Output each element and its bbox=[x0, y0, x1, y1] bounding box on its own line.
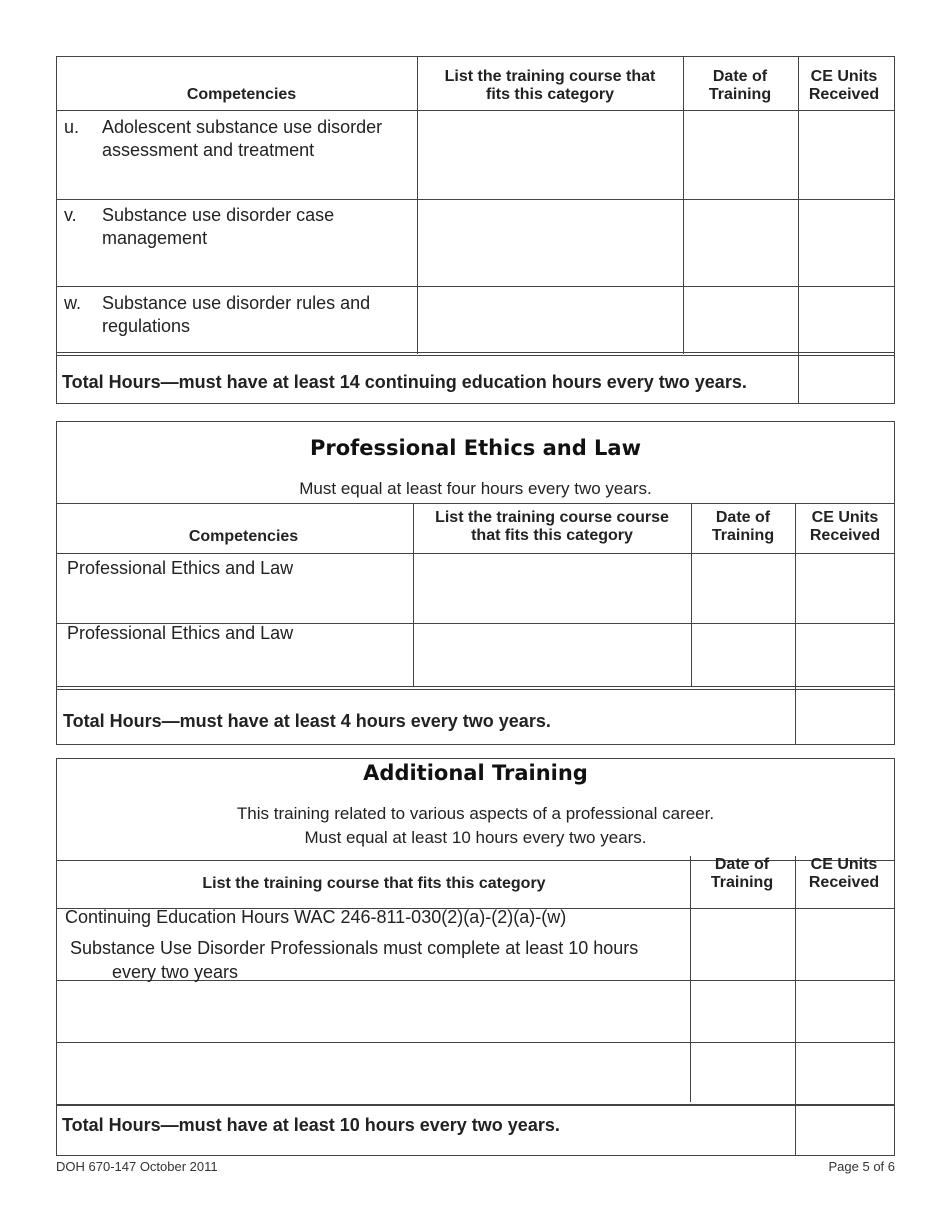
wac-reference-note: Continuing Education Hours WAC 246-811-030(2)(a)-(2)(a)-(w) bbox=[65, 907, 567, 927]
total-hours-field[interactable] bbox=[796, 690, 894, 744]
row-competency-label: Substance use disorder rules and regulations bbox=[102, 293, 371, 336]
date-of-training-field[interactable] bbox=[684, 287, 798, 352]
requirement-note: Substance Use Disorder Professionals must complete at least 10 hours bbox=[70, 938, 639, 958]
row-divider bbox=[56, 1104, 895, 1106]
row-divider bbox=[56, 355, 895, 356]
ce-units-field[interactable] bbox=[796, 554, 894, 623]
total-hours-field[interactable] bbox=[796, 1106, 894, 1155]
header-ce-units: CE Units Received bbox=[809, 509, 881, 544]
row-divider bbox=[56, 503, 895, 504]
training-course-field[interactable] bbox=[418, 111, 683, 199]
date-of-training-field[interactable] bbox=[684, 200, 798, 286]
form-id: DOH 670-147 October 2011 bbox=[56, 1159, 218, 1174]
row-competency-label: Adolescent substance use disorder assessment and treatment bbox=[102, 117, 383, 160]
header-training-course: List the training course that fits this category bbox=[444, 68, 656, 103]
ce-units-field[interactable] bbox=[796, 981, 894, 1042]
header-competencies: Competencies bbox=[188, 528, 299, 545]
ce-units-field[interactable] bbox=[796, 1043, 894, 1104]
ce-units-field[interactable] bbox=[799, 111, 894, 199]
row-letter: v. bbox=[64, 205, 77, 225]
row-divider bbox=[56, 686, 895, 687]
section-subtitle: Must equal at least four hours every two years. bbox=[299, 479, 652, 498]
total-hours-label: Total Hours—must have at least 14 continuing education hours every two years. bbox=[62, 372, 747, 392]
row-letter: u. bbox=[64, 117, 80, 137]
section-subtitle: Must equal at least 10 hours every two years. bbox=[304, 828, 647, 847]
ce-units-field[interactable] bbox=[799, 287, 894, 352]
header-date-of-training: Date of Training bbox=[711, 509, 775, 544]
row-letter: w. bbox=[64, 293, 82, 313]
training-course-field[interactable] bbox=[418, 287, 683, 352]
section-subtitle: This training related to various aspects of a professional career. bbox=[236, 804, 715, 823]
date-of-training-field[interactable] bbox=[692, 554, 795, 623]
training-course-field[interactable] bbox=[418, 200, 683, 286]
training-course-field[interactable] bbox=[57, 981, 690, 1042]
requirement-note-continued: every two years bbox=[112, 962, 239, 982]
section-title: Additional Training bbox=[363, 761, 588, 785]
row-divider bbox=[56, 352, 895, 353]
total-hours-field[interactable] bbox=[799, 356, 894, 403]
date-of-training-field[interactable] bbox=[692, 624, 795, 686]
header-training-course: List the training course that fits this category bbox=[202, 875, 546, 892]
date-of-training-field[interactable] bbox=[691, 981, 795, 1042]
training-course-field[interactable] bbox=[414, 624, 691, 686]
row-competency-label: Professional Ethics and Law bbox=[67, 558, 294, 578]
header-competencies: Competencies bbox=[186, 86, 297, 103]
header-ce-units: CE Units Received bbox=[808, 68, 880, 103]
row-competency-label: Professional Ethics and Law bbox=[67, 623, 294, 643]
total-hours-label: Total Hours—must have at least 4 hours every two years. bbox=[63, 711, 551, 731]
header-date-of-training: Date of Training bbox=[710, 856, 774, 891]
ce-units-field[interactable] bbox=[796, 624, 894, 686]
header-date-of-training: Date of Training bbox=[708, 68, 772, 103]
header-ce-units: CE Units Received bbox=[808, 856, 880, 891]
training-course-field[interactable] bbox=[414, 554, 691, 623]
section-title: Professional Ethics and Law bbox=[309, 436, 642, 460]
date-of-training-field[interactable] bbox=[684, 111, 798, 199]
total-hours-label: Total Hours—must have at least 10 hours every two years. bbox=[62, 1115, 560, 1135]
header-training-course: List the training course course that fits this category bbox=[435, 509, 669, 544]
date-of-training-field[interactable] bbox=[691, 1043, 795, 1104]
row-divider bbox=[56, 689, 895, 690]
ce-units-field[interactable] bbox=[796, 909, 894, 980]
page-number: Page 5 of 6 bbox=[828, 1159, 895, 1174]
row-competency-label: Substance use disorder case management bbox=[102, 205, 335, 248]
date-of-training-field[interactable] bbox=[691, 909, 795, 980]
ce-units-field[interactable] bbox=[799, 200, 894, 286]
training-course-field[interactable] bbox=[57, 1043, 690, 1104]
